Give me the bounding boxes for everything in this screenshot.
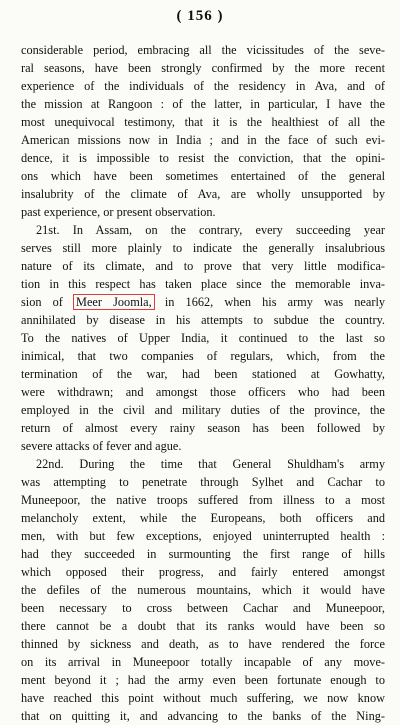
page-number: ( 156 ) xyxy=(176,8,224,24)
text-line: 22nd. During the time that General Shuldham's army xyxy=(36,457,385,471)
text-line: thinned by sickness and death, as to have rendered the force xyxy=(21,637,385,651)
text-line: ons which have been sometimes entertained of the general xyxy=(21,169,385,183)
text-line-with-highlight xyxy=(21,293,385,311)
text-line: have reached this point without much suffering, we now know xyxy=(21,691,385,705)
text-line: experience of the individuals of the residency in Ava, and of xyxy=(21,79,385,93)
text-line: were withdrawn; and amongst those officers who had been xyxy=(21,385,385,399)
text-line: was attempting to penetrate through Sylhet and Cachar to xyxy=(21,475,385,489)
text-line: the defiles of the numerous mountains, which it would have xyxy=(21,583,385,597)
text-line: dence, it is impossible to resist the conviction, that the opini- xyxy=(21,151,385,165)
text-line: annihilated by disease in his attempts to subdue the country. xyxy=(21,313,385,327)
text-line: most unequivocal testimony, that it is the healthiest of all the xyxy=(21,115,385,129)
text-line: past experience, or present observation. xyxy=(21,205,216,219)
text-line: American missions now in India ; and in the face of such evi- xyxy=(21,133,385,147)
text-line: inimical, that two companies of regulars, which, from the xyxy=(21,349,385,363)
text-line: on its arrival in Muneepoor totally incapable of any move- xyxy=(21,655,385,669)
text-line: termination of the war, had been stationed at Gowhatty, xyxy=(21,367,385,381)
text-line: that on quitting it, and advancing to the banks of the Ning- xyxy=(21,709,385,723)
text-line: severe attacks of fever and ague. xyxy=(21,439,182,453)
text-line: ment beyond it ; had the army even been fortunate enough to xyxy=(21,673,385,687)
text-line: Muneepoor, the native troops suffered from illness to a most xyxy=(21,493,385,507)
text-line: men, with but few exceptions, enjoyed uninterrupted health : xyxy=(21,529,385,543)
text-line: the mission at Rangoon : of the latter, in particular, I have the xyxy=(21,97,385,111)
text-line: insalubrity of the climate of Ava, are wholly unsupported by xyxy=(21,187,385,201)
text-fragment: sion of xyxy=(21,295,63,309)
text-line: considerable period, embracing all the vicissitudes of the seve- xyxy=(21,43,385,57)
text-line: 21st. In Assam, on the contrary, every succeeding year xyxy=(36,223,385,237)
text-line: there cannot be a doubt that its ranks would have been so xyxy=(21,619,385,633)
page-body xyxy=(21,41,385,725)
text-line: To the natives of Upper India, it continued to the last so xyxy=(21,331,385,345)
text-line: which opposed their progress, and fairly entered amongst xyxy=(21,565,385,579)
text-line: serves still more plainly to indicate the generally insalubrious xyxy=(21,241,385,255)
text-line: employed in the civil and military duties of the province, the xyxy=(21,403,385,417)
text-line: tion in this respect has taken place since the memorable inva- xyxy=(21,277,385,291)
text-line: had they succeeded in surmounting the first range of hills xyxy=(21,547,385,561)
text-line: return of almost every rainy season has been followed by xyxy=(21,421,385,435)
text-line: nature of its climate, and to prove that very little modifica- xyxy=(21,259,385,273)
text-fragment: in 1662, when his army was nearly xyxy=(164,295,386,309)
text-line: ral seasons, have been strongly confirmed by the more recent xyxy=(21,61,385,75)
highlighted-phrase: Meer Joomla, xyxy=(76,295,152,309)
text-line: been necessary to cross between Cachar and Muneepoor, xyxy=(21,601,385,615)
text-line: melancholy extent, while the Europeans, both officers and xyxy=(21,511,385,525)
